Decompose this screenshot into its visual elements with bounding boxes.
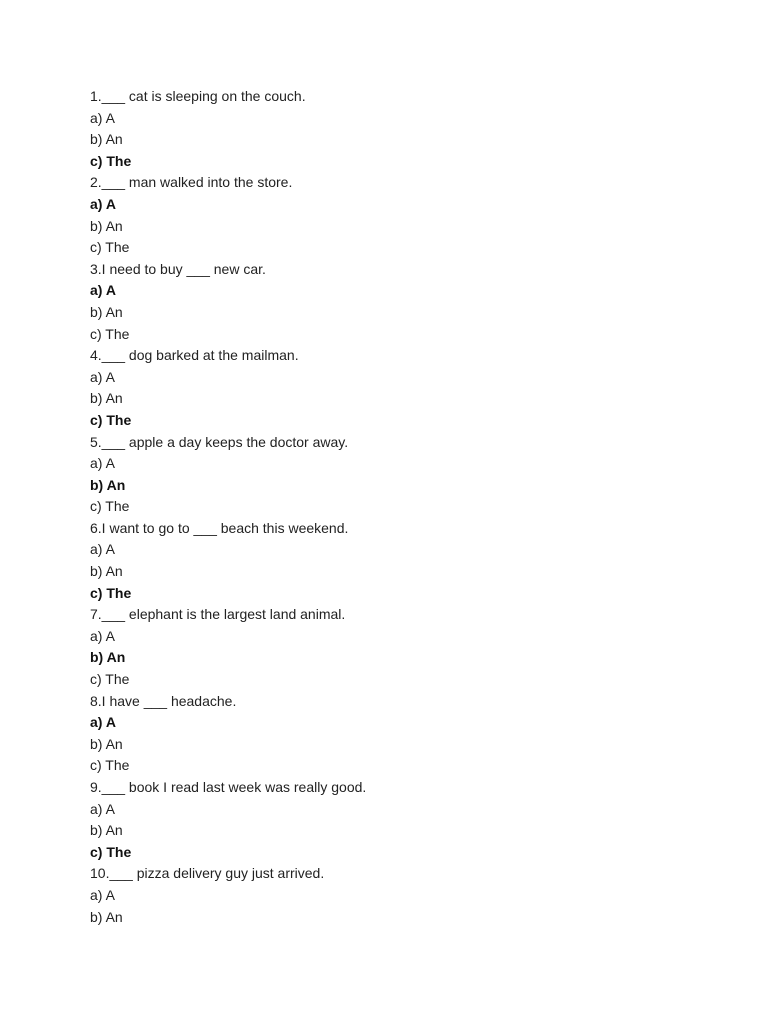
answer-option: b) An [90, 735, 123, 752]
answer-option: c) The [90, 757, 130, 774]
question-block [90, 432, 730, 518]
answer-option: c) The [90, 671, 130, 688]
answer-option-correct: b) An [90, 649, 126, 666]
answer-option-correct: c) The [90, 152, 132, 169]
question-text: 6.I want to go to ___ beach this weekend. [90, 519, 349, 536]
answer-option-correct: c) The [90, 584, 132, 601]
question-text: 10.___ pizza delivery guy just arrived. [90, 865, 325, 882]
question-text: 7.___ elephant is the largest land animal. [90, 606, 346, 623]
answer-option: b) An [90, 908, 123, 925]
answer-option: a) A [90, 627, 115, 644]
answer-option: c) The [90, 498, 130, 515]
question-block [90, 86, 730, 172]
answer-option: c) The [90, 239, 130, 256]
answer-option-correct: a) A [90, 195, 116, 212]
answer-option: b) An [90, 563, 123, 580]
answer-option: b) An [90, 303, 123, 320]
question-text: 8.I have ___ headache. [90, 692, 237, 709]
answer-option-correct: c) The [90, 411, 132, 428]
answer-option-correct: c) The [90, 843, 132, 860]
question-block [90, 172, 730, 258]
question-text: 1.___ cat is sleeping on the couch. [90, 88, 306, 104]
answer-option: b) An [90, 217, 123, 234]
answer-option-correct: b) An [90, 476, 126, 493]
quiz-page [90, 86, 730, 928]
question-block [90, 345, 730, 431]
answer-option: a) A [90, 800, 115, 817]
question-block [90, 777, 730, 863]
answer-option-correct: a) A [90, 282, 116, 299]
answer-option: c) The [90, 325, 130, 342]
question-text: 3.I need to buy ___ new car. [90, 260, 266, 277]
answer-option: b) An [90, 390, 123, 407]
question-block [90, 604, 730, 690]
question-text: 4.___ dog barked at the mailman. [90, 347, 299, 364]
answer-option: a) A [90, 455, 115, 472]
answer-option: a) A [90, 886, 115, 903]
question-text: 2.___ man walked into the store. [90, 174, 293, 191]
question-block [90, 691, 730, 777]
question-text: 5.___ apple a day keeps the doctor away. [90, 433, 349, 450]
answer-option: b) An [90, 131, 123, 148]
answer-option: b) An [90, 822, 123, 839]
answer-option-correct: a) A [90, 714, 116, 731]
answer-option: a) A [90, 368, 115, 385]
answer-option: a) A [90, 541, 115, 558]
question-block [90, 259, 730, 345]
answer-option: a) A [90, 109, 115, 126]
question-block [90, 518, 730, 604]
question-text: 9.___ book I read last week was really good. [90, 779, 367, 795]
question-block [90, 863, 730, 928]
